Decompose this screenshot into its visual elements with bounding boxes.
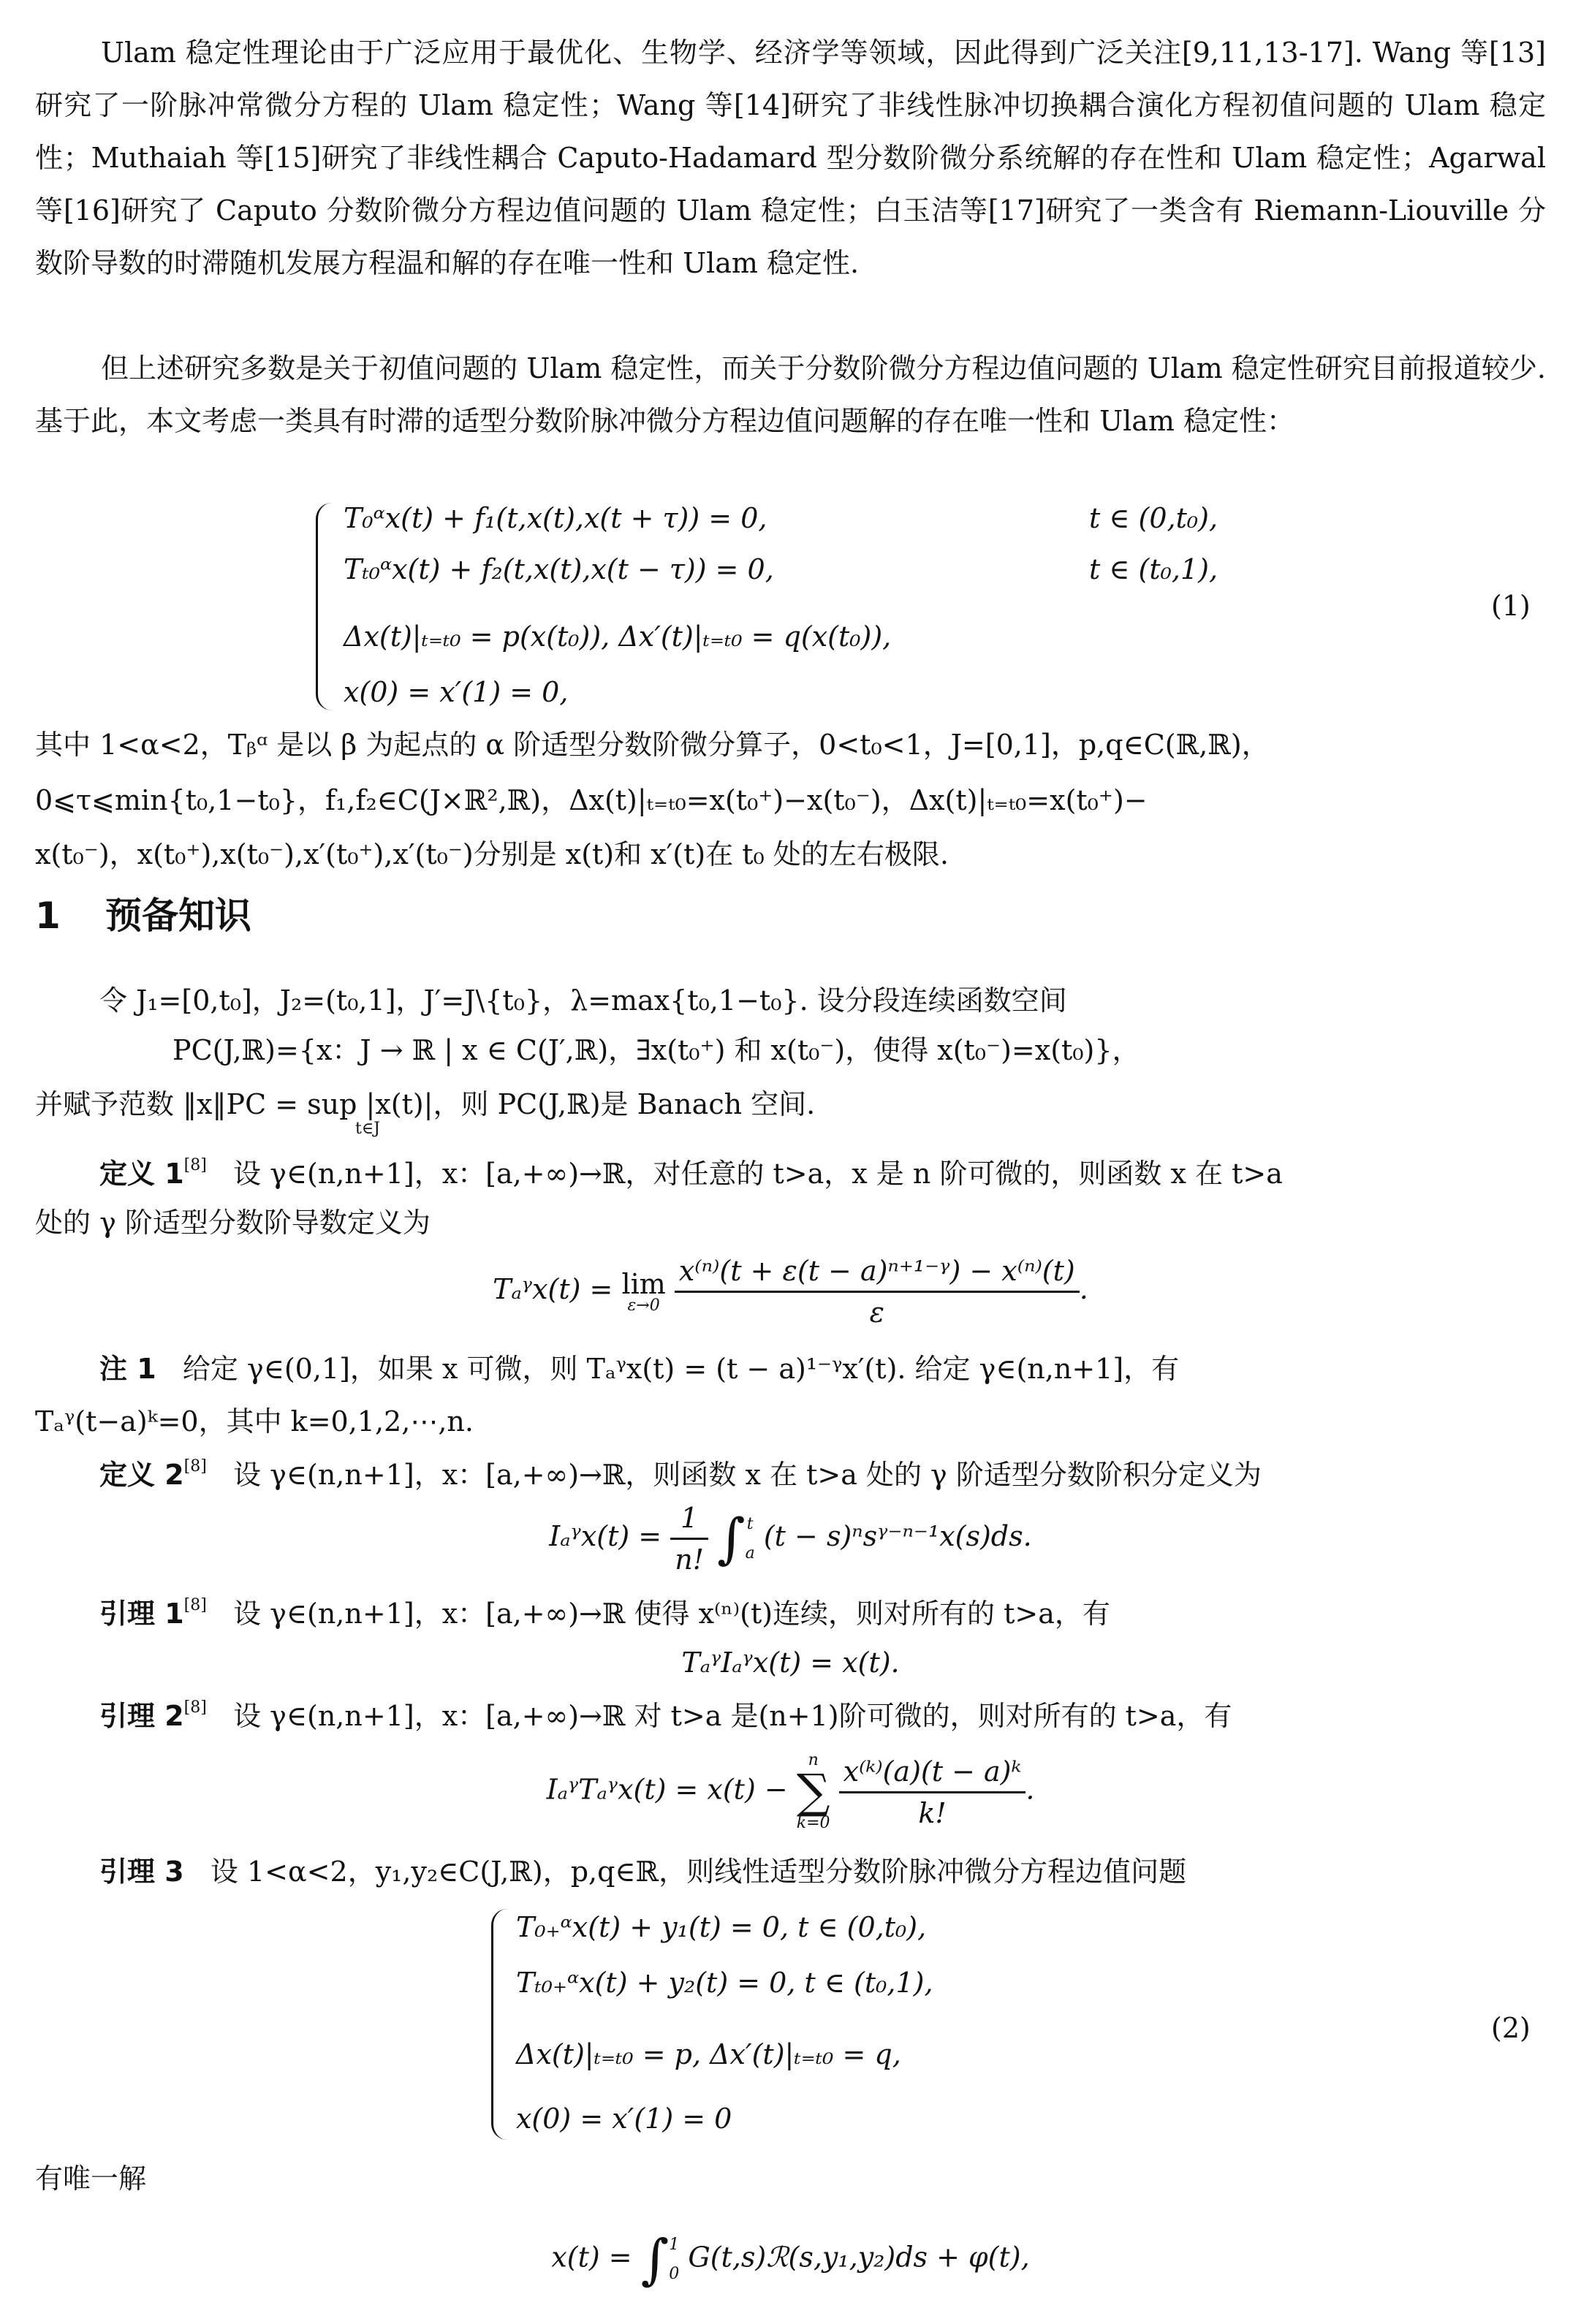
definition-2-numerator: 1 [670,1504,708,1540]
definition-1-line-1: 设 γ∈(n,n+1]，x：[a,+∞)→ℝ，对任意的 t>a，x 是 n 阶可微的，则函数 x 在 t>a [233,1158,1283,1190]
integral-limits [746,1510,755,1568]
integral-sign: ∫ [717,1507,746,1571]
prelim-line-1: 令 J₁=[0,t₀]，J₂=(t₀,1]，J′=J\{t₀}，λ=max{t₀,1−t₀}. 设分段连续函数空间 [99,984,1067,1017]
lemma-2-lhs: IₐᵞTₐᵞx(t) = x(t) − [546,1773,797,1806]
definition-1-denominator: ε [869,1296,884,1329]
integral-limits-2 [669,2230,679,2289]
note-1-line-2: Tₐᵞ(t−a)ᵏ=0，其中 k=0,1,2,⋯,n. [35,1405,474,1438]
equation-number-2: (2) [1491,2012,1531,2044]
definition-2-fraction [670,1502,708,1576]
section-number: 1 [35,895,61,937]
intro-paragraph-1: Ulam 稳定性理论由于广泛应用于最优化、生物学、经济学等领域，因此得到广泛关注[9,11,13-17]. Wang 等[13]研究了一阶脉冲常微分方程的 Ulam 稳定性；Wang 等[14]研究了非线性脉冲切换耦合演化方程初值问题的 Ulam 稳定性；Muthaiah 等[15]研究了非线性耦合 Caputo-Hadamard 型分数阶微分系统解的存在性和 Ulam 稳定性；Agarwal 等[16]研究了 Caputo 分数阶微分方程边值问题的 Ulam 稳定性；白玉洁等[17]研究了一类含有 Riemann-Liouville 分数阶导数的时滞随机发展方程温和解的存在唯一性和 Ulam 稳定性. [35,37,1546,279]
unique-rest: G(t,s)ℛ(s,y₁,y₂)ds + φ(t), [688,2241,1030,2274]
system1-eq-4: x(0) = x′(1) = 0, [344,676,569,708]
definition-1 [99,1158,1283,1188]
unique-solution-text: 有唯一解 [35,2162,147,2195]
sum-lower: k=0 [796,1814,830,1832]
definition-2-ref: [8] [183,1457,207,1476]
system1-brace [316,503,334,710]
definition-1-label: 定义 1 [99,1158,184,1190]
definition-1-lhs: Tₐᵞx(t) = [493,1273,622,1305]
summation [797,1753,830,1831]
lemma-1-label: 引理 1 [99,1598,184,1630]
system2-eq-3: Δx(t)|ₜ₌ₜ₀ = p, Δx′(t)|ₜ₌ₜ₀ = q, [516,2038,901,2070]
system1-eq-1: T₀ᵅx(t) + f₁(t,x(t),x(t + τ)) = 0, [344,502,767,534]
sigma-sign: ∑ [796,1765,830,1819]
definition-2-lhs: Iₐᵞx(t) = [549,1520,671,1552]
definition-1-ref: [8] [183,1156,207,1174]
definition-2-denominator: n! [675,1543,704,1576]
definition-1-numerator: x⁽ⁿ⁾(t + ε(t − a)ⁿ⁺¹⁻ᵞ) − x⁽ⁿ⁾(t) [675,1257,1080,1293]
integral-upper-2: 1 [669,2236,680,2254]
lemma-3-line-1: 设 1<α<2，y₁,y₂∈C(J,ℝ)，p,q∈ℝ，则线性适型分数阶脉冲微分方程边值问题 [210,1856,1187,1888]
lemma-2-formula [0,1753,1581,1831]
sum-upper: n [808,1751,819,1769]
lemma-2 [99,1700,1232,1730]
equation-number-1: (1) [1491,590,1531,622]
definition-2-label: 定义 2 [99,1459,184,1491]
system1-cond-2: t ∈ (t₀,1), [1089,553,1218,585]
definition-1-formula [0,1255,1581,1329]
prelim-line-3: 并赋予范数 ‖x‖PC = sup |x(t)|，则 PC(J,ℝ)是 Banach 空间. [35,1088,816,1120]
prelim-line-2: PC(J,ℝ)={x：J → ℝ | x ∈ C(J′,ℝ)，∃x(t₀⁺) 和 x(t₀⁻)，使得 x(t₀⁻)=x(t₀)}， [172,1034,1140,1066]
limit-text: lim [621,1267,666,1300]
lemma-1 [99,1598,1110,1628]
definition-2-formula [0,1502,1581,1576]
after1-line-2: 0⩽τ⩽min{t₀,1−t₀}，f₁,f₂∈C(J×ℝ²,ℝ)，Δx(t)|ₜ₌ₜ₀=x(t₀⁺)−x(t₀⁻)，Δx(t)|ₜ₌ₜ₀=x(t₀⁺)− [35,784,1148,816]
integral-sign-2: ∫ [640,2228,670,2291]
lemma-2-label: 引理 2 [99,1700,184,1732]
integral-lower: a [745,1543,755,1562]
integral-lower-2: 0 [669,2265,680,2283]
limit-operator [621,1267,666,1315]
note-1-label: 注 1 [99,1353,156,1385]
unique-solution-formula [0,2230,1581,2289]
lemma-3 [99,1858,1186,1886]
lemma-1-line-1: 设 γ∈(n,n+1]，x：[a,+∞)→ℝ 使得 x⁽ⁿ⁾(t)连续，则对所有的 t>a，有 [233,1598,1110,1630]
lemma-3-label: 引理 3 [99,1856,184,1888]
lemma-1-ref: [8] [183,1596,207,1614]
lemma-2-end: . [1025,1773,1035,1806]
definition-2 [99,1459,1262,1489]
note-1-line-1: 给定 γ∈(0,1]，如果 x 可微，则 Tₐᵞx(t) = (t − a)¹⁻ᵞx′(t). 给定 γ∈(n,n+1]，有 [182,1353,1180,1385]
lemma-2-line-1: 设 γ∈(n,n+1]，x：[a,+∞)→ℝ 对 t>a 是(n+1)阶可微的，则对所有的 t>a，有 [233,1700,1232,1732]
lemma-2-numerator: x⁽ᵏ⁾(a)(t − a)ᵏ [839,1758,1026,1793]
definition-2-rest: (t − s)ⁿsᵞ⁻ⁿ⁻¹x(s)ds. [763,1520,1032,1552]
section-title: 预备知识 [105,895,251,937]
after1-line-1: 其中 1<α<2，Tᵦᵅ 是以 β 为起点的 α 阶适型分数阶微分算子，0<t₀<1，J=[0,1]，p,q∈C(ℝ,ℝ)， [35,729,1270,761]
limit-subscript: ε→0 [627,1296,660,1315]
intro-paragraph-2: 但上述研究多数是关于初值问题的 Ulam 稳定性，而关于分数阶微分方程边值问题的 Ulam 稳定性研究目前报道较少. 基于此，本文考虑一类具有时滞的适型分数阶脉冲微分方程边值问题解的存在唯一性和 Ulam 稳定性： [35,352,1546,437]
integral-upper: t [746,1514,754,1533]
definition-1-fraction [675,1255,1080,1329]
unique-lhs: x(t) = [551,2241,641,2274]
system2-eq-1: T₀₊ᵅx(t) + y₁(t) = 0, t ∈ (0,t₀), [516,1911,927,1943]
system2-brace [491,1909,509,2140]
prelim-sup-subscript: t∈J [355,1120,380,1138]
system1-eq-2: Tₜ₀ᵅx(t) + f₂(t,x(t),x(t − τ)) = 0, [344,553,774,585]
note-1 [99,1355,1179,1383]
system2-eq-4: x(0) = x′(1) = 0 [516,2103,732,2135]
system2-eq-2: Tₜ₀₊ᵅx(t) + y₂(t) = 0, t ∈ (t₀,1), [516,1967,933,1999]
system1-cond-1: t ∈ (0,t₀), [1089,502,1218,534]
system1-eq-3: Δx(t)|ₜ₌ₜ₀ = p(x(t₀)), Δx′(t)|ₜ₌ₜ₀ = q(x(t₀)), [344,620,892,653]
after1-line-3: x(t₀⁻)，x(t₀⁺),x(t₀⁻),x′(t₀⁺),x′(t₀⁻)分别是 x(t)和 x′(t)在 t₀ 处的左右极限. [35,838,949,870]
lemma-2-ref: [8] [183,1698,207,1717]
lemma-2-denominator: k! [918,1796,947,1829]
lemma-1-formula: TₐᵞIₐᵞx(t) = x(t). [681,1647,900,1679]
definition-2-line-1: 设 γ∈(n,n+1]，x：[a,+∞)→ℝ，则函数 x 在 t>a 处的 γ 阶适型分数阶积分定义为 [233,1459,1262,1491]
lemma-2-fraction [839,1755,1026,1829]
definition-1-line-2: 处的 γ 阶适型分数阶导数定义为 [35,1207,431,1239]
definition-1-end: . [1079,1273,1088,1305]
section-heading [35,895,251,937]
